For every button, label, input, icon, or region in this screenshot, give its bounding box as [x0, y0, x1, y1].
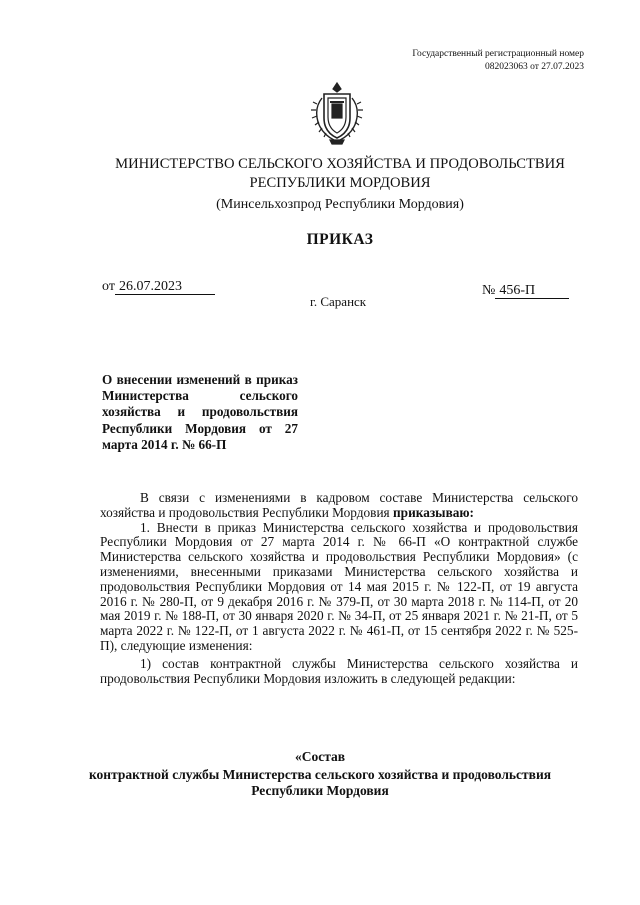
composition-heading: [80, 749, 560, 800]
order-date-prefix: от: [102, 279, 115, 294]
intro-text: В связи с изменениями в кадровом составе Министерства сельского хозяйства и продовольствия Республики Мордовия: [100, 490, 578, 520]
intro-bold-text: приказываю:: [393, 504, 474, 520]
order-number: [482, 283, 569, 299]
order-date: [102, 279, 215, 295]
ministry-name-line2: РЕСПУБЛИКИ МОРДОВИЯ: [249, 175, 431, 191]
composition-subtitle: контрактной службы Министерства сельского хозяйства и продовольствия Республики Мордовия: [88, 766, 552, 798]
item-1-1-paragraph: 1) состав контрактной службы Министерства сельского хозяйства и продовольствия Республики Мордовия изложить в следующей редакции:: [100, 655, 578, 686]
intro-paragraph: [100, 491, 578, 521]
order-body: [100, 491, 578, 686]
coat-of-arms-icon: [308, 80, 366, 146]
city: г. Саранск: [310, 294, 367, 309]
registration-number: 082023063 от 27.07.2023: [484, 62, 584, 72]
registration-stamp: [344, 48, 584, 74]
order-subject: О внесении изменений в приказ Министерства сельского хозяйства и продовольствия Республики Мордовия от 27 марта 2014 г. № 66-П: [102, 372, 298, 452]
order-date-value: 26.07.2023: [115, 280, 215, 295]
ministry-name-line1: МИНИСТЕРСТВО СЕЛЬСКОГО ХОЗЯЙСТВА И ПРОДОВОЛЬСТВИЯ: [115, 156, 565, 172]
order-number-value: 456-П: [495, 284, 569, 299]
registration-label: Государственный регистрационный номер: [412, 49, 584, 59]
order-number-prefix: №: [482, 283, 496, 298]
ministry-short-name: (Минсельхозпрод Республики Мордовия): [216, 197, 464, 212]
item-1-paragraph: 1. Внести в приказ Министерства сельского хозяйства и продовольствия Республики Мордовия от 27 марта 2014 г. № 66-П «О контрактной службе Министерства сельского хозяйства и продовольствия Республики Мордовия» (с изменениями, внесенными приказами Министерства сельского хозяйства и продовольствия Республики Мордовия от 14 мая 2015 г. № 122-П, от 19 августа 2016 г. № 280-П, от 9 декабря 2016 г. № 379-П, от 30 марта 2018 г. № 114-П, от 20 мая 2019 г. № 188-П, от 30 января 2020 г. № 34-П, от 25 января 2021 г. № 21-П, от 5 марта 2022 г. № 122-П, от 1 августа 2022 г. № 461-П, от 15 сентября 2022 г. № 525-П), следующие изменения:: [100, 519, 578, 653]
document-title: ПРИКАЗ: [306, 231, 374, 248]
composition-title: «Состав: [294, 749, 346, 764]
